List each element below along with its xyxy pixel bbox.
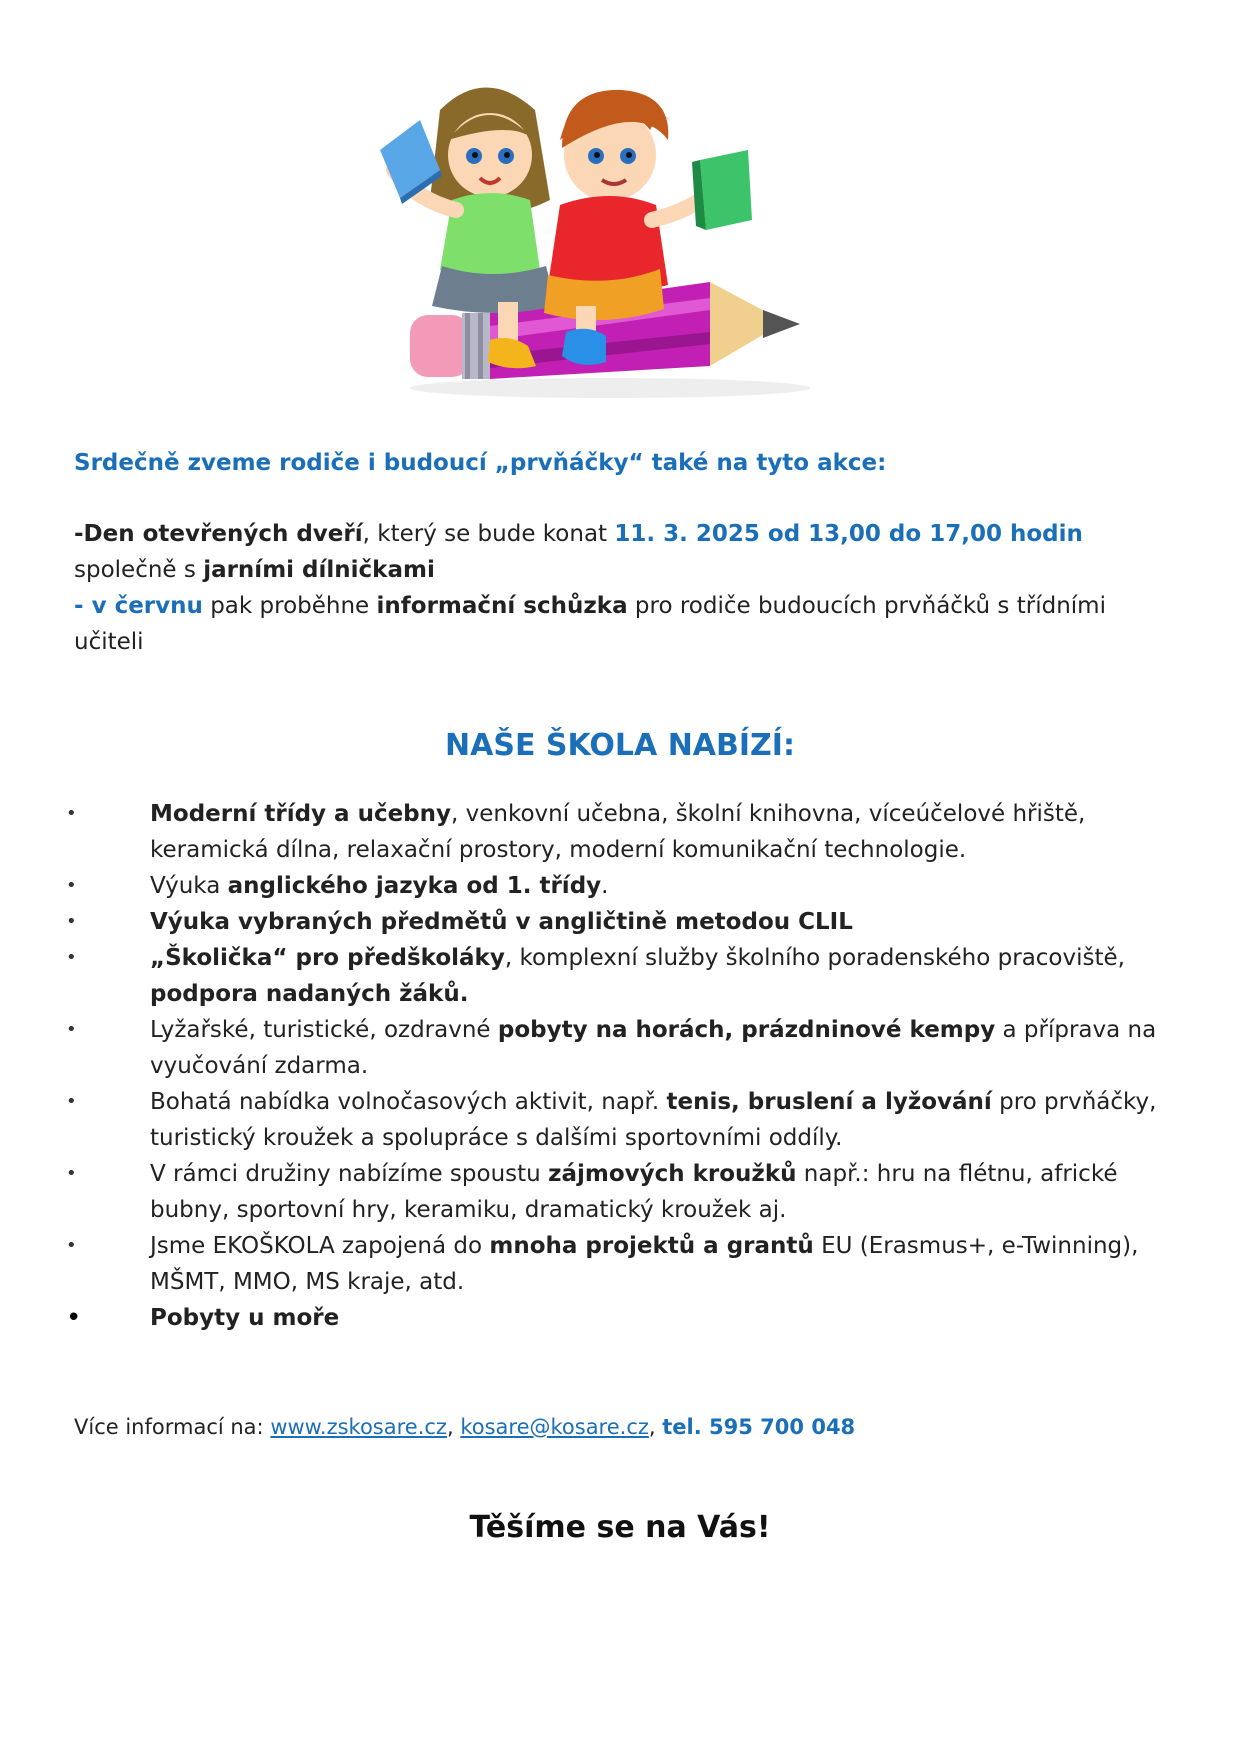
website-link[interactable]: www.zskosare.cz	[270, 1415, 447, 1439]
list-item	[0, 1228, 1160, 1300]
offer-bold: anglického jazyka od 1. třídy	[227, 873, 602, 899]
contact-separator: ,	[446, 1415, 461, 1439]
workshops-text: společně s	[74, 557, 204, 583]
offers-heading: NAŠE ŠKOLA NABÍZÍ:	[445, 728, 795, 763]
list-item	[0, 796, 1160, 868]
open-day-item	[74, 516, 1174, 552]
list-item	[0, 1084, 1160, 1156]
offer-text: EU (Erasmus+, e-Twinning), MŠMT, MMO, MS kraje, atd.	[150, 1233, 1139, 1295]
open-day-prefix: -	[74, 521, 84, 547]
list-item	[0, 1156, 1160, 1228]
offer-bold: mnoha projektů a grantů	[489, 1233, 814, 1259]
meeting-item	[74, 588, 1174, 660]
meeting-rest: pro rodiče budoucích prvňáčků s třídními učiteli	[74, 593, 1106, 655]
workshops-line	[74, 552, 1174, 588]
phone-number: tel. 595 700 048	[662, 1415, 856, 1439]
list-item	[0, 868, 1160, 904]
list-item	[0, 904, 1160, 940]
offer-bold: podpora nadaných žáků.	[150, 981, 469, 1007]
offer-text: a příprava na vyučování zdarma.	[150, 1017, 1157, 1079]
open-day-date: 11. 3. 2025 od 13,00 do 17,00 hodin	[614, 521, 1083, 547]
email-link[interactable]: kosare@kosare.cz	[460, 1415, 649, 1439]
meeting-month: v červnu	[91, 593, 203, 619]
offers-list	[0, 796, 1160, 1336]
meeting-title: informační schůzka	[376, 593, 628, 619]
offer-text: .	[601, 873, 609, 899]
offer-text: Bohatá nabídka volnočasových aktivit, např.	[150, 1089, 667, 1115]
open-day-title: Den otevřených dveří	[83, 521, 363, 547]
offer-text: pro prvňáčky, turistický kroužek a spolupráce s dalšími sportovními oddíly.	[150, 1089, 1157, 1151]
contact-label: Více informací na:	[74, 1415, 271, 1439]
list-item	[0, 940, 1160, 1012]
offer-bold: „Školička“ pro předškoláky	[150, 945, 505, 971]
offer-bold: zájmových kroužků	[548, 1161, 797, 1187]
kids-riding-pencil-illustration	[380, 70, 840, 410]
closing-line: Těšíme se na Vás!	[469, 1510, 771, 1545]
offer-text: Lyžařské, turistické, ozdravné	[150, 1017, 498, 1043]
offer-bold: pobyty na horách, prázdninové kempy	[497, 1017, 996, 1043]
offer-text: V rámci družiny nabízíme spoustu	[150, 1161, 549, 1187]
offer-bold: tenis, bruslení a lyžování	[666, 1089, 992, 1115]
open-day-text: , který se bude konat	[362, 521, 615, 547]
meeting-prefix: -	[74, 593, 92, 619]
offer-bold: Pobyty u moře	[150, 1305, 340, 1331]
workshops-title: jarními dílničkami	[203, 557, 435, 583]
meeting-text: pak proběhne	[202, 593, 377, 619]
events-block	[74, 516, 1174, 660]
offer-text: Výuka	[150, 873, 228, 899]
offer-text: , komplexní služby školního poradenského pracoviště,	[504, 945, 1125, 971]
green-book-icon	[692, 150, 752, 230]
contact-line	[74, 1412, 1174, 1442]
invitation-line: Srdečně zveme rodiče i budoucí „prvňáčky“ také na tyto akce:	[74, 450, 887, 476]
list-item	[0, 1012, 1160, 1084]
offer-text: , venkovní učebna, školní knihovna, víceúčelové hřiště, keramická dílna, relaxační prostory, moderní komunikační technologie.	[150, 801, 1086, 863]
offer-text: Jsme EKOŠKOLA zapojená do	[150, 1233, 490, 1259]
offer-bold: Moderní třídy a učebny	[150, 801, 452, 827]
contact-separator: ,	[648, 1415, 663, 1439]
list-item	[0, 1300, 1160, 1336]
offer-text: např.: hru na flétnu, africké bubny, sportovní hry, keramiku, dramatický kroužek aj.	[150, 1161, 1118, 1223]
offer-bold: Výuka vybraných předmětů v angličtině metodou CLIL	[150, 909, 853, 935]
